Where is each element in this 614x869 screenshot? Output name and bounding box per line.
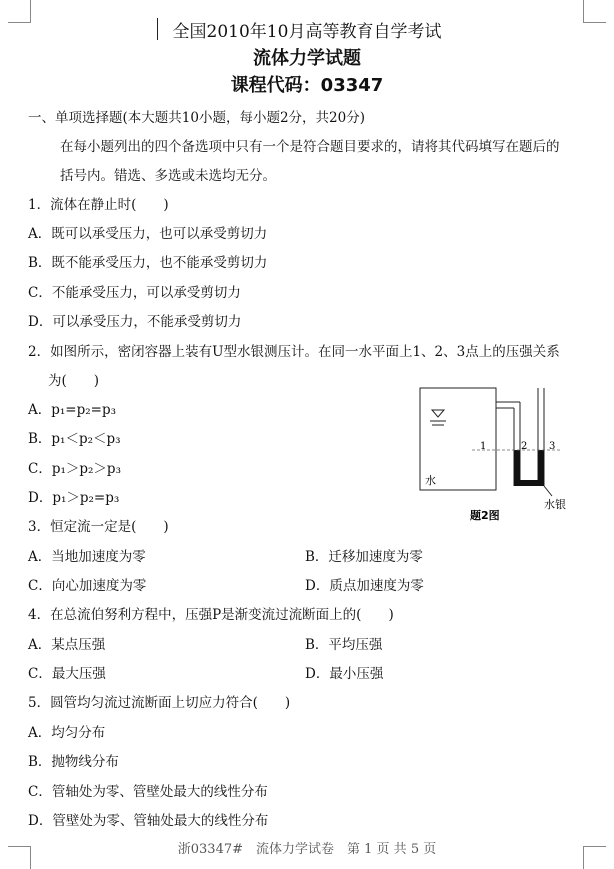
q4-option-c: C．最大压强 — [28, 666, 106, 682]
q5-option-a: A．均匀分布 — [28, 725, 106, 741]
water-label: 水 — [425, 474, 436, 487]
instruction-line-1: 在每小题列出的四个备选项中只有一个是符合题目要求的，请将其代码填写在题后的 — [60, 139, 560, 155]
q2-option-c: C．p₁＞p₂＞p₃ — [28, 461, 121, 477]
section-heading: 一、单项选择题(本大题共10小题，每小题2分，共20分) — [28, 110, 365, 126]
point-2-label: 2 — [521, 441, 528, 452]
q1-option-c: C．不能承受压力，可以承受剪切力 — [28, 285, 241, 301]
point-3-label: 3 — [549, 441, 556, 452]
q2-figure-manometer — [412, 380, 582, 525]
subject-title: 流体力学试题 — [253, 48, 361, 69]
course-code: 课程代码：03347 — [230, 75, 384, 96]
q1-stem: 1．流体在静止时( ) — [28, 197, 169, 213]
q2-option-d: D．p₁＞p₂=p₃ — [28, 490, 120, 506]
point-1-label: 1 — [480, 441, 487, 452]
q1-option-b: B．既不能承受压力，也不能承受剪切力 — [28, 255, 268, 271]
water-surface-icon — [432, 410, 444, 417]
exam-title: 全国2010年10月高等教育自学考试 — [172, 22, 442, 42]
q2-stem-line-2: 为( ) — [48, 373, 100, 389]
page-footer: 浙03347# 流体力学试卷 第 1 页 共 5 页 — [177, 842, 437, 857]
instruction-line-2: 括号内。错选、多选或未选均无分。 — [60, 168, 276, 184]
q3-stem: 3．恒定流一定是( ) — [28, 519, 169, 535]
q4-stem: 4．在总流伯努利方程中，压强P是渐变流过流断面上的( ) — [28, 607, 394, 623]
q5-option-d: D．管壁处为零、管轴处最大的线性分布 — [28, 813, 269, 829]
q3-option-d: D．质点加速度为零 — [305, 578, 424, 594]
mercury-label: 水银 — [544, 498, 566, 511]
q2-stem-line-1: 2．如图所示，密闭容器上装有U型水银测压计。在同一水平面上1、2、3点上的压强关系 — [28, 344, 560, 360]
q5-option-b: B．抛物线分布 — [28, 754, 119, 770]
q2-option-a: A．p₁=p₂=p₃ — [28, 402, 117, 418]
q1-option-a: A．既可以承受压力，也可以承受剪切力 — [28, 226, 268, 242]
q3-option-c: C．向心加速度为零 — [28, 578, 147, 594]
q5-option-c: C．管轴处为零、管壁处最大的线性分布 — [28, 784, 268, 800]
q2-option-b: B．p₁＜p₂＜p₃ — [28, 431, 121, 447]
q4-option-d: D．最小压强 — [305, 666, 384, 682]
q5-stem: 5．圆管均匀流过流断面上切应力符合( ) — [28, 695, 291, 711]
figure-caption: 题2图 — [470, 509, 500, 522]
q1-option-d: D．可以承受压力，不能承受剪切力 — [28, 314, 242, 330]
q4-option-a: A．某点压强 — [28, 637, 106, 653]
q3-option-a: A．当地加速度为零 — [28, 549, 146, 565]
q4-option-b: B．平均压强 — [305, 637, 383, 653]
q3-option-b: B．迁移加速度为零 — [305, 549, 423, 565]
